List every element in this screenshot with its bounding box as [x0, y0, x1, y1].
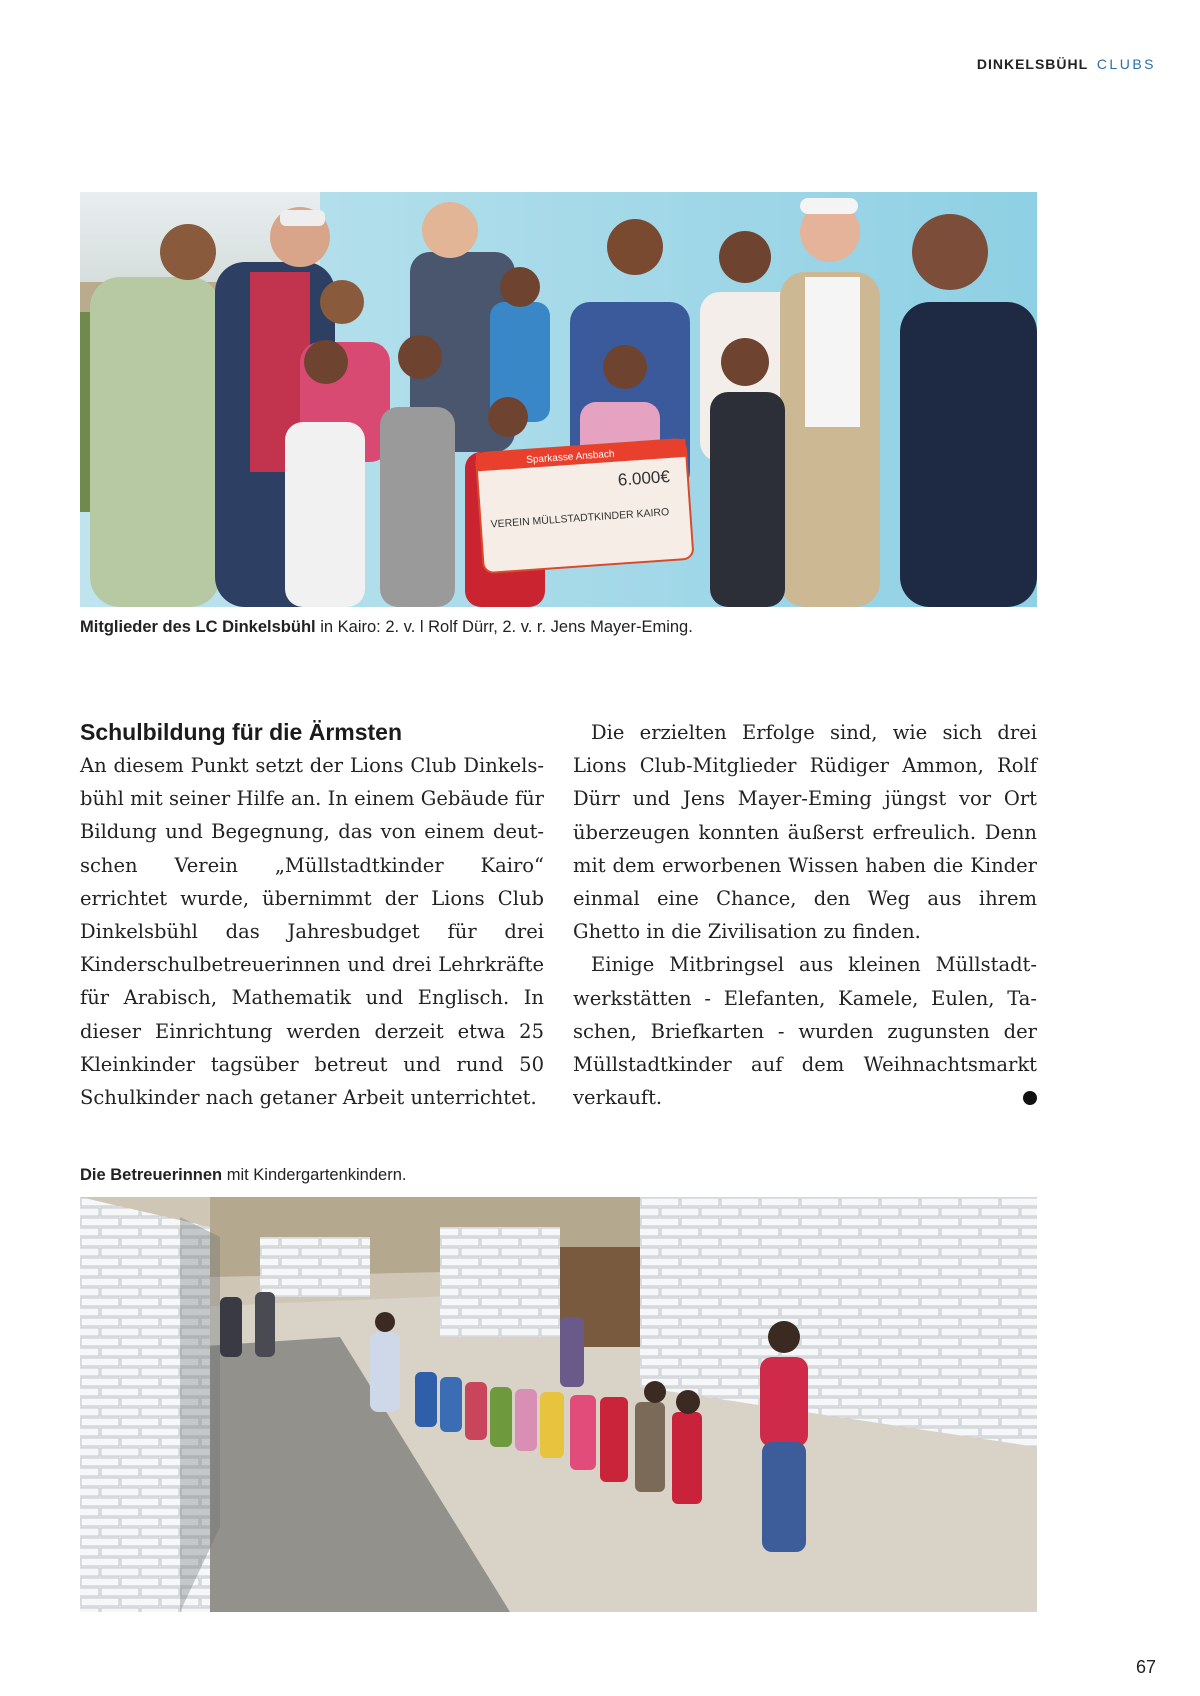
caption-bold: Mitglieder des LC Dinkelsbühl [80, 618, 316, 636]
group-photo [80, 192, 1037, 607]
group-photo-illustration [80, 192, 1037, 607]
cheque-payee: VEREIN MÜLLSTADTKINDER KAIRO [490, 506, 670, 531]
article-paragraph-last [573, 948, 1048, 1114]
cheque-bank: Sparkasse Ansbach [525, 448, 615, 466]
running-header [977, 56, 1156, 72]
article-paragraph: An diesem Punkt setzt der Lions Club Dinkelsbühl mit seiner Hilfe an. In einem Gebäude für Bildung und Begegnung, das von einem deutschen Verein „Müllstadtkinder Kairo“ errichtet wurde, übernimmt der Lions Club Dinkelsbühl das Jahresbudget für drei Kinderschulbetreuerinnen und drei Lehrkräfte für Arabisch, Mathematik und Englisch. In dieser Einrichtung werden derzeit etwa 25 Kleinkinder tagsüber betreut und rund 50 Schulkinder nach getaner Arbeit unterrichtet. [80, 754, 544, 1110]
caption-bold: Die Betreuerinnen [80, 1166, 223, 1184]
kindergarten-photo [80, 1197, 1037, 1612]
kindergarten-photo-illustration [80, 1197, 1037, 1612]
caption-text: mit Kindergartenkindern. [222, 1166, 407, 1184]
cheque-amount: 6.000€ [617, 466, 671, 490]
lions-end-icon: L [1023, 1091, 1037, 1105]
page-number: 67 [1135, 1657, 1156, 1677]
caption-text: in Kairo: 2. v. l Rolf Dürr, 2. v. r. Jens Mayer-Eming. [315, 618, 693, 636]
article-left-column [80, 716, 544, 1114]
article-right-column [573, 716, 1048, 1114]
kindergarten-photo-caption [80, 1166, 406, 1185]
article-heading: Schulbildung für die Ärmsten [80, 719, 403, 745]
article-paragraph: Die erzielten Erfolge sind, wie sich drei Lions Club-Mitglieder Rüdiger Ammon, Rolf Dürr und Jens Mayer-Eming jüngst vor Ort überzeugen konnten äußerst erfreulich. Denn mit dem erworbenen Wissen haben die Kinder einmal eine Chance, den Weg aus ihrem Ghetto in die Zivilisation zu finden. [573, 721, 1037, 944]
article-paragraph-text: Einige Mitbringsel aus kleinen Müllstadtwerkstätten - Elefanten, Kamele, Eulen, Taschen, Briefkarten - wurden zugunsten der Müllstadtkinder auf dem Weihnachtsmarkt verkauft. [573, 953, 1037, 1110]
header-section: CLUBS [1096, 56, 1156, 72]
group-photo-caption [80, 618, 693, 637]
header-title: DINKELSBÜHL [976, 56, 1088, 72]
